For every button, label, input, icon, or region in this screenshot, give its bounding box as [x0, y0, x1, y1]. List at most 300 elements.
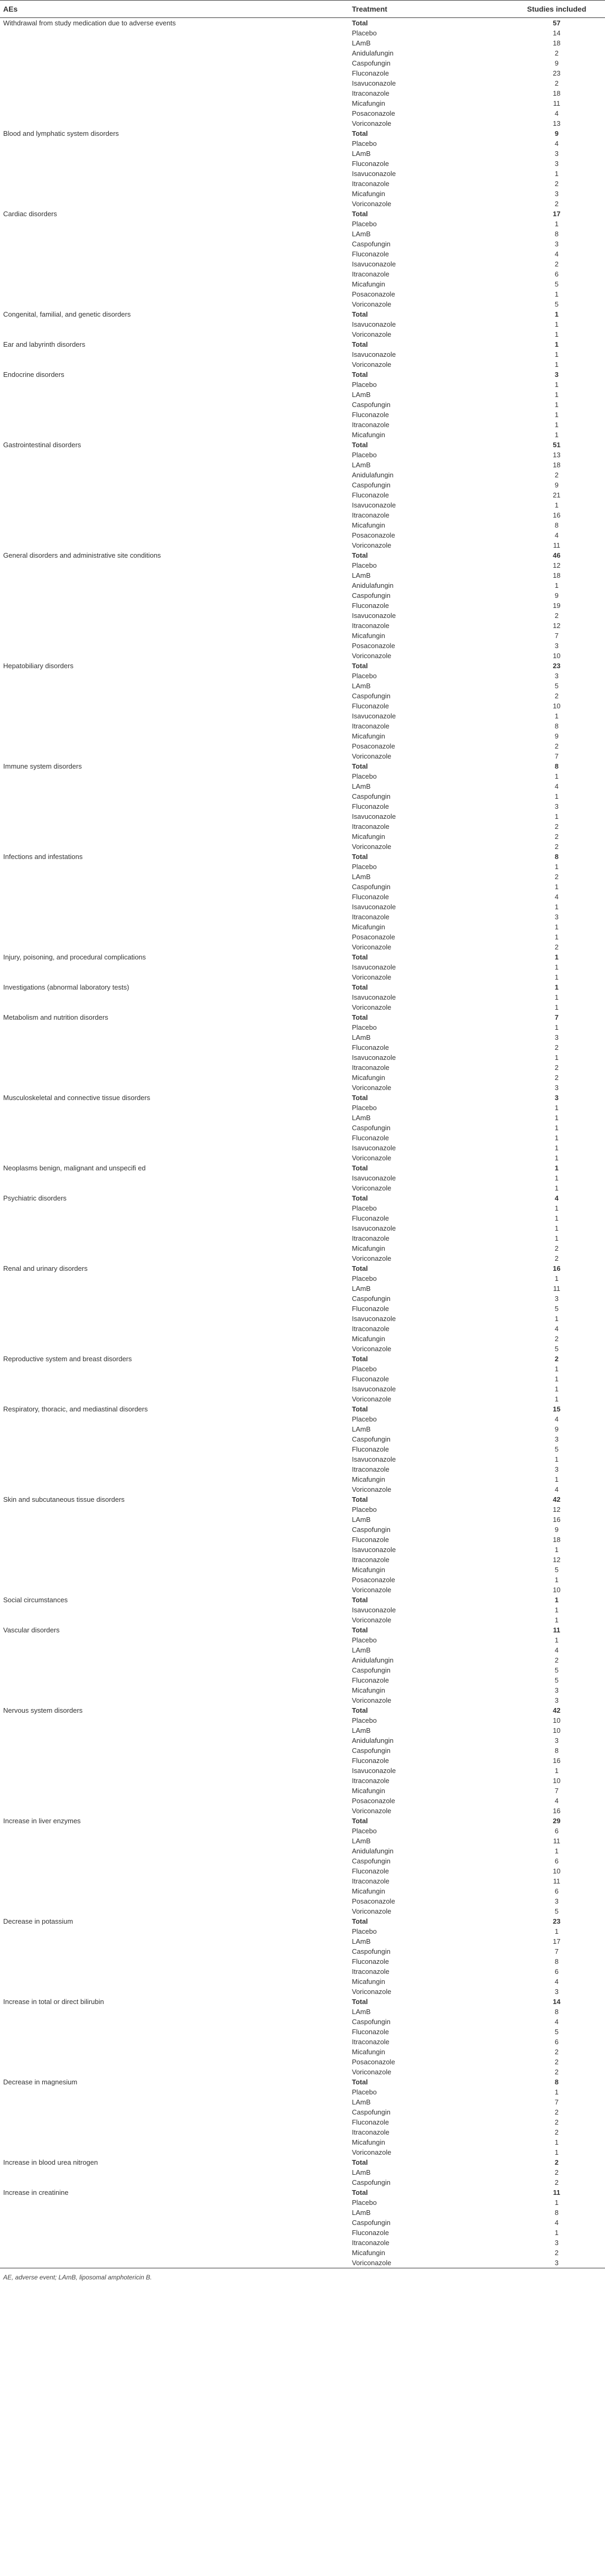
ae-category-cell: Endocrine disorders [3, 371, 64, 378]
treatment-cell: Caspofungin [352, 1435, 390, 1443]
treatment-cell: Itraconazole [352, 180, 389, 188]
studies-included-cell: 1 [554, 923, 559, 931]
ae-category-cell [0, 942, 349, 952]
ae-category-cell [0, 2007, 349, 2017]
table-row [0, 1735, 605, 1746]
ae-category-cell [0, 1123, 349, 1133]
table-row [0, 410, 605, 420]
ae-category-cell [0, 1002, 349, 1012]
treatment-cell: Micafungin [352, 99, 385, 107]
ae-category-cell [0, 1374, 349, 1384]
table-row [0, 560, 605, 570]
ae-category-cell [0, 1223, 349, 1233]
treatment-cell: Isavuconazole [352, 1546, 396, 1554]
studies-included-cell: 46 [553, 551, 561, 559]
treatment-cell: Voriconazole [352, 943, 392, 951]
table-row [0, 1203, 605, 1213]
treatment-cell: Itraconazole [352, 622, 389, 630]
studies-included-cell: 3 [554, 190, 559, 198]
table-row [0, 380, 605, 390]
table-row [0, 500, 605, 510]
treatment-cell: Caspofungin [352, 1124, 390, 1132]
treatment-cell: Posaconazole [352, 1576, 395, 1584]
treatment-cell: Placebo [352, 1023, 377, 1031]
ae-category-cell [0, 28, 349, 38]
table-row [0, 1304, 605, 1314]
studies-included-cell: 3 [554, 240, 559, 248]
studies-included-cell: 5 [554, 1566, 559, 1574]
studies-included-cell: 11 [553, 99, 561, 107]
treatment-cell: Voriconazole [352, 200, 392, 208]
studies-included-cell: 1 [554, 1596, 559, 1604]
table-row [0, 2127, 605, 2137]
ae-category-cell [0, 349, 349, 359]
studies-included-cell: 1 [554, 330, 559, 338]
studies-included-cell: 7 [554, 752, 559, 760]
studies-included-cell: 1 [554, 411, 559, 419]
treatment-cell: Voriconazole [352, 361, 392, 368]
ae-category-cell [0, 1314, 349, 1324]
studies-included-cell: 1 [554, 983, 559, 991]
table-row [0, 390, 605, 400]
table-row [0, 1605, 605, 1615]
treatment-cell: LAmB [352, 1646, 371, 1654]
table-row [0, 1434, 605, 1444]
table-row [0, 872, 605, 882]
treatment-cell: Total [352, 853, 368, 861]
table-row [0, 761, 605, 771]
ae-category-cell [0, 1725, 349, 1735]
ae-category-cell [0, 2037, 349, 2047]
ae-category-cell [0, 1936, 349, 1946]
treatment-cell: LAmB [352, 391, 371, 399]
treatment-cell: Isavuconazole [352, 1767, 396, 1775]
ae-category-cell [0, 1484, 349, 1494]
table-row [0, 1836, 605, 1846]
studies-included-cell: 16 [553, 1264, 561, 1272]
treatment-cell: Fluconazole [352, 602, 389, 610]
ae-category-cell [0, 359, 349, 370]
treatment-cell: Total [352, 1917, 368, 1925]
studies-included-cell: 6 [554, 2038, 559, 2046]
treatment-cell: Fluconazole [352, 1134, 389, 1142]
studies-included-cell: 2 [554, 2068, 559, 2076]
treatment-cell: Micafungin [352, 521, 385, 529]
studies-included-cell: 1 [554, 1104, 559, 1112]
studies-included-cell: 1 [554, 1204, 559, 1212]
studies-included-cell: 1 [554, 1606, 559, 1614]
treatment-cell: Placebo [352, 672, 377, 680]
studies-included-cell: 4 [554, 893, 559, 901]
ae-category-cell [0, 1243, 349, 1253]
treatment-cell: Posaconazole [352, 933, 395, 941]
table-row [0, 1806, 605, 1816]
table-row [0, 1545, 605, 1555]
ae-category-cell [0, 1414, 349, 1424]
table-row [0, 711, 605, 721]
ae-category-cell [0, 1565, 349, 1575]
ae-category-cell [0, 269, 349, 279]
studies-included-cell: 12 [553, 1556, 561, 1564]
table-row [0, 691, 605, 701]
table-row [0, 651, 605, 661]
table-row [0, 1936, 605, 1946]
treatment-cell: Total [352, 1164, 368, 1172]
table-row [0, 811, 605, 821]
studies-included-cell: 8 [554, 2008, 559, 2016]
studies-included-cell: 6 [554, 1887, 559, 1895]
studies-included-cell: 8 [554, 1747, 559, 1755]
studies-included-cell: 8 [554, 2209, 559, 2217]
treatment-cell: Micafungin [352, 1074, 385, 1082]
ae-category-cell [0, 1083, 349, 1093]
studies-included-cell: 1 [554, 1576, 559, 1584]
treatment-cell: Micafungin [352, 280, 385, 288]
table-row [0, 1394, 605, 1404]
studies-included-cell: 11 [553, 2189, 561, 2196]
ae-category-cell [0, 1464, 349, 1474]
ae-category-cell [0, 1344, 349, 1354]
table-row [0, 2017, 605, 2027]
table-row [0, 370, 605, 380]
studies-included-cell: 14 [553, 1998, 561, 2006]
ae-category-cell [0, 1394, 349, 1404]
table-row [0, 1314, 605, 1324]
treatment-cell: Caspofungin [352, 792, 390, 800]
table-row [0, 2097, 605, 2107]
studies-included-cell: 23 [553, 1917, 561, 1925]
ae-category-cell [0, 2137, 349, 2147]
ae-category-cell: Musculoskeletal and connective tissue disorders [3, 1094, 151, 1102]
ae-category-cell [0, 1143, 349, 1153]
treatment-cell: Caspofungin [352, 1295, 390, 1303]
studies-included-cell: 1 [554, 973, 559, 981]
studies-included-cell: 1 [554, 1224, 559, 1232]
studies-included-cell: 17 [553, 1937, 561, 1945]
ae-category-cell [0, 1324, 349, 1334]
ae-category-cell [0, 922, 349, 932]
treatment-cell: Anidulafungin [352, 49, 394, 57]
ae-category-cell [0, 149, 349, 159]
ae-category-cell: Decrease in potassium [3, 1917, 73, 1925]
treatment-cell: LAmB [352, 873, 371, 881]
studies-included-cell: 1 [554, 953, 559, 961]
ae-category-cell [0, 1474, 349, 1484]
treatment-cell: Total [352, 762, 368, 770]
table-row [0, 349, 605, 359]
ae-category-cell [0, 1203, 349, 1213]
ae-category-cell [0, 229, 349, 239]
treatment-cell: Total [352, 310, 368, 318]
table-row [0, 1213, 605, 1223]
ae-category-cell [0, 1545, 349, 1555]
table-row [0, 1746, 605, 1756]
studies-included-cell: 1 [554, 2088, 559, 2096]
treatment-cell: Total [352, 1094, 368, 1102]
ae-category-cell [0, 872, 349, 882]
treatment-cell: LAmB [352, 1114, 371, 1122]
treatment-cell: LAmB [352, 1937, 371, 1945]
table-row [0, 1615, 605, 1625]
table-row [0, 791, 605, 801]
table-row [0, 1193, 605, 1203]
header-studies-included: Studies included [507, 1, 605, 18]
treatment-cell: Itraconazole [352, 511, 389, 519]
ae-category-cell [0, 902, 349, 912]
ae-category-cell: Vascular disorders [3, 1626, 60, 1634]
treatment-cell: Anidulafungin [352, 581, 394, 589]
ae-category-cell [0, 98, 349, 108]
studies-included-cell: 3 [554, 1696, 559, 1704]
treatment-cell: Placebo [352, 1506, 377, 1513]
ae-category-cell [0, 480, 349, 490]
ae-category-cell [0, 1273, 349, 1284]
studies-included-cell: 3 [554, 1988, 559, 1996]
studies-included-cell: 9 [554, 1425, 559, 1433]
studies-included-cell: 1 [554, 1154, 559, 1162]
studies-included-cell: 16 [553, 1516, 561, 1524]
table-row [0, 239, 605, 249]
studies-included-cell: 1 [554, 320, 559, 328]
table-row [0, 1997, 605, 2007]
treatment-cell: Placebo [352, 1927, 377, 1935]
studies-included-cell: 1 [554, 1184, 559, 1192]
ae-category-cell: Increase in creatinine [3, 2189, 69, 2196]
ae-category-cell: Neoplasms benign, malignant and unspecifi ed [3, 1164, 146, 1172]
treatment-cell: Anidulafungin [352, 1737, 394, 1744]
ae-category-cell [0, 1113, 349, 1123]
treatment-cell: Total [352, 1194, 368, 1202]
studies-included-cell: 1 [554, 993, 559, 1001]
studies-included-cell: 1 [554, 1636, 559, 1644]
ae-category-cell [0, 520, 349, 530]
table-row [0, 2137, 605, 2147]
treatment-cell: Voriconazole [352, 1395, 392, 1403]
table-row [0, 139, 605, 149]
ae-category-cell [0, 1173, 349, 1183]
table-row [0, 1826, 605, 1836]
studies-included-cell: 1 [554, 1616, 559, 1624]
table-row [0, 1977, 605, 1987]
studies-included-cell: 42 [553, 1495, 561, 1503]
table-row [0, 1766, 605, 1776]
ae-category-cell: Congenital, familial, and genetic disorders [3, 310, 131, 318]
table-row [0, 1535, 605, 1545]
treatment-cell: Total [352, 953, 368, 961]
treatment-cell: Caspofungin [352, 2018, 390, 2026]
studies-included-cell: 1 [554, 1124, 559, 1132]
ae-category-cell [0, 1304, 349, 1314]
studies-included-cell: 4 [554, 1646, 559, 1654]
treatment-cell: Fluconazole [352, 250, 389, 258]
studies-included-cell: 10 [553, 652, 561, 660]
treatment-cell: Fluconazole [352, 2118, 389, 2126]
studies-included-cell: 4 [554, 250, 559, 258]
studies-included-cell: 3 [554, 913, 559, 921]
treatment-cell: Caspofungin [352, 240, 390, 248]
ae-category-cell [0, 671, 349, 681]
table-row [0, 1344, 605, 1354]
treatment-cell: Posaconazole [352, 109, 395, 117]
treatment-cell: Voriconazole [352, 973, 392, 981]
treatment-cell: Voriconazole [352, 2068, 392, 2076]
table-row [0, 1263, 605, 1273]
treatment-cell: Caspofungin [352, 2219, 390, 2227]
studies-included-cell: 6 [554, 1968, 559, 1975]
studies-included-cell: 1 [554, 1275, 559, 1282]
studies-included-cell: 1 [554, 2138, 559, 2146]
treatment-cell: Posaconazole [352, 531, 395, 539]
treatment-cell: Isavuconazole [352, 1224, 396, 1232]
treatment-cell: Isavuconazole [352, 712, 396, 720]
ae-category-cell [0, 1946, 349, 1956]
treatment-cell: Micafungin [352, 1244, 385, 1252]
ae-category-cell [0, 1896, 349, 1906]
ae-category-cell: Gastrointestinal disorders [3, 441, 81, 449]
treatment-cell: Fluconazole [352, 1676, 389, 1684]
table-row [0, 621, 605, 631]
ae-category-cell [0, 771, 349, 781]
table-header [0, 1, 605, 18]
table-row [0, 1284, 605, 1294]
ae-category-cell [0, 199, 349, 209]
table-row [0, 1896, 605, 1906]
ae-category-cell [0, 2097, 349, 2107]
studies-included-cell: 1 [554, 391, 559, 399]
studies-included-cell: 1 [554, 1234, 559, 1242]
table-row [0, 1233, 605, 1243]
table-row [0, 1987, 605, 1997]
studies-included-cell: 1 [554, 772, 559, 780]
studies-included-cell: 1 [554, 1546, 559, 1554]
studies-included-cell: 1 [554, 170, 559, 178]
table-row [0, 1515, 605, 1525]
treatment-cell: Fluconazole [352, 1958, 389, 1965]
studies-included-cell: 10 [553, 1777, 561, 1785]
studies-included-cell: 5 [554, 1907, 559, 1915]
treatment-cell: Isavuconazole [352, 1455, 396, 1463]
table-row [0, 2047, 605, 2057]
table-row [0, 1565, 605, 1575]
table-row [0, 209, 605, 219]
table-row [0, 1906, 605, 1916]
table-row [0, 470, 605, 480]
table-row [0, 1063, 605, 1073]
studies-included-cell: 1 [554, 501, 559, 509]
ae-category-cell [0, 1555, 349, 1565]
ae-category-cell [0, 2027, 349, 2037]
treatment-cell: Placebo [352, 1827, 377, 1835]
ae-category-cell [0, 2248, 349, 2258]
ae-category-cell [0, 279, 349, 289]
studies-included-cell: 9 [554, 130, 559, 137]
table-row [0, 932, 605, 942]
ae-category-cell [0, 1073, 349, 1083]
treatment-cell: Caspofungin [352, 1747, 390, 1755]
treatment-cell: Micafungin [352, 1887, 385, 1895]
table-row [0, 1404, 605, 1414]
treatment-cell: Voriconazole [352, 119, 392, 127]
table-row [0, 1555, 605, 1565]
table-row [0, 1876, 605, 1886]
studies-included-cell: 2 [554, 742, 559, 750]
ae-category-cell [0, 2057, 349, 2067]
table-row [0, 1042, 605, 1052]
studies-included-cell: 3 [554, 371, 559, 378]
table-row [0, 741, 605, 751]
table-row [0, 1474, 605, 1484]
treatment-cell: Isavuconazole [352, 260, 396, 268]
ae-category-cell [0, 1052, 349, 1063]
ae-category-cell [0, 1665, 349, 1675]
table-row [0, 1956, 605, 1966]
table-row [0, 2258, 605, 2268]
ae-category-cell [0, 1966, 349, 1977]
table-row [0, 540, 605, 550]
studies-included-cell: 1 [554, 812, 559, 820]
ae-category-cell [0, 1756, 349, 1766]
treatment-cell: Total [352, 1405, 368, 1413]
table-row [0, 1103, 605, 1113]
table-row [0, 38, 605, 48]
treatment-cell: Placebo [352, 381, 377, 389]
studies-included-cell: 2 [554, 1335, 559, 1343]
table-row [0, 530, 605, 540]
treatment-cell: Voriconazole [352, 652, 392, 660]
ae-category-cell [0, 1424, 349, 1434]
studies-included-cell: 10 [553, 1586, 561, 1594]
ae-category-cell [0, 2087, 349, 2097]
studies-included-cell: 1 [554, 792, 559, 800]
treatment-cell: Isavuconazole [352, 812, 396, 820]
ae-category-cell [0, 1364, 349, 1374]
ae-category-cell [0, 460, 349, 470]
studies-included-cell: 3 [554, 642, 559, 650]
ae-category-cell [0, 932, 349, 942]
table-row [0, 1595, 605, 1605]
treatment-cell: Caspofungin [352, 592, 390, 599]
treatment-cell: Fluconazole [352, 1867, 389, 1875]
studies-included-cell: 18 [553, 39, 561, 47]
table-row [0, 1685, 605, 1695]
ae-category-cell [0, 1685, 349, 1695]
ae-category-cell [0, 892, 349, 902]
ae-category-cell [0, 2107, 349, 2117]
table-row [0, 269, 605, 279]
table-row [0, 1585, 605, 1595]
studies-included-cell: 2 [554, 692, 559, 700]
studies-included-cell: 2 [554, 2128, 559, 2136]
treatment-cell: Total [352, 983, 368, 991]
treatment-cell: Caspofungin [352, 883, 390, 891]
table-row [0, 1816, 605, 1826]
studies-included-cell: 21 [553, 491, 561, 499]
table-row [0, 1093, 605, 1103]
table-row [0, 671, 605, 681]
table-row [0, 1796, 605, 1806]
studies-included-cell: 3 [554, 672, 559, 680]
ae-category-cell [0, 430, 349, 440]
ae-category-cell: Increase in total or direct bilirubin [3, 1998, 104, 2006]
treatment-cell: Fluconazole [352, 702, 389, 710]
table-row [0, 128, 605, 139]
ae-category-cell [0, 259, 349, 269]
ae-category-cell [0, 862, 349, 872]
ae-category-cell [0, 1284, 349, 1294]
treatment-cell: Total [352, 130, 368, 137]
studies-included-cell: 4 [554, 140, 559, 147]
studies-included-cell: 5 [554, 1676, 559, 1684]
